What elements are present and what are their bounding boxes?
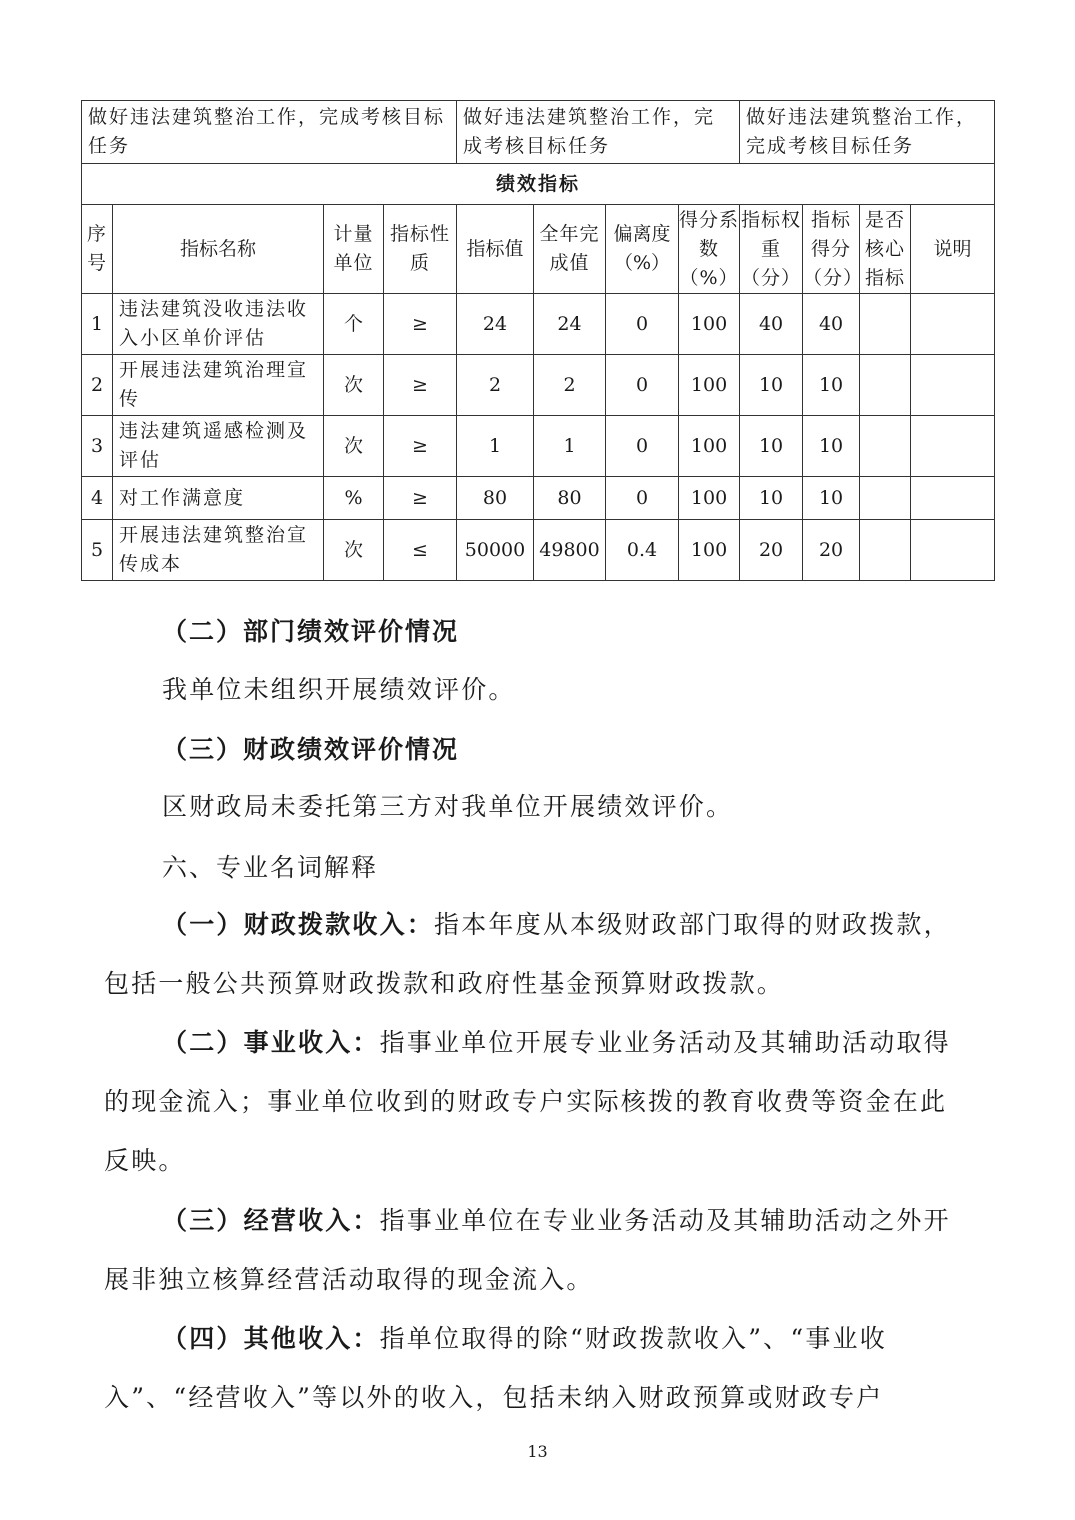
table-row: [82, 477, 995, 520]
cell-nature: ≥: [384, 477, 457, 520]
cell-deviation: 0: [606, 294, 679, 355]
cell-weight: 20: [740, 520, 803, 581]
term-paragraph-4: [104, 1309, 974, 1427]
cell-nature: ≤: [384, 520, 457, 581]
cell-target: 1: [457, 416, 534, 477]
header-row: [82, 205, 995, 294]
section-heading-finance-eval: （三）财政绩效评价情况: [162, 735, 460, 764]
header-unit: 计量单位: [324, 205, 384, 294]
header-target: 指标值: [457, 205, 534, 294]
goal-cell-2: 做好违法建筑整治工作，完成考核目标任务: [457, 101, 740, 164]
table-row: [82, 294, 995, 355]
cell-deviation: 0: [606, 416, 679, 477]
cell-name: 违法建筑遥感检测及评估: [113, 416, 324, 477]
cell-deviation: 0: [606, 477, 679, 520]
term-paragraph-1: [104, 895, 974, 1013]
cell-coef: 100: [679, 477, 740, 520]
goal-cell-1: 做好违法建筑整治工作，完成考核目标任务: [82, 101, 457, 164]
cell-note: [911, 294, 995, 355]
cell-name: 开展违法建筑治理宣传: [113, 355, 324, 416]
cell-coef: 100: [679, 520, 740, 581]
cell-deviation: 0: [606, 355, 679, 416]
term-text-1: 指本年度从本级财政部门取得的财政拨款，包括一般公共预算财政拨款和政府性基金预算财政拨款。: [104, 910, 951, 998]
cell-unit: %: [324, 477, 384, 520]
cell-score: 40: [803, 294, 860, 355]
cell-name: 对工作满意度: [113, 477, 324, 520]
header-core: 是否核心指标: [860, 205, 911, 294]
cell-coef: 100: [679, 416, 740, 477]
cell-core: [860, 477, 911, 520]
cell-score: 10: [803, 477, 860, 520]
cell-note: [911, 520, 995, 581]
header-note: 说明: [911, 205, 995, 294]
header-actual: 全年完成值: [534, 205, 606, 294]
paragraph-finance-eval: 区财政局未委托第三方对我单位开展绩效评价。: [162, 792, 734, 821]
cell-target: 80: [457, 477, 534, 520]
table-row: [82, 416, 995, 477]
cell-seq: 1: [82, 294, 113, 355]
cell-seq: 3: [82, 416, 113, 477]
cell-weight: 10: [740, 355, 803, 416]
term-label-3: （三）经营收入：: [162, 1206, 380, 1235]
cell-seq: 2: [82, 355, 113, 416]
cell-weight: 10: [740, 477, 803, 520]
cell-unit: 次: [324, 520, 384, 581]
term-label-2: （二）事业收入：: [162, 1028, 380, 1057]
paragraph-dept-eval: 我单位未组织开展绩效评价。: [162, 675, 516, 704]
header-score: 指标得分（分）: [803, 205, 860, 294]
cell-weight: 10: [740, 416, 803, 477]
term-text-2: 指事业单位开展专业业务活动及其辅助活动取得的现金流入；事业单位收到的财政专户实际核拨的教育收费等资金在此反映。: [104, 1028, 951, 1175]
cell-weight: 40: [740, 294, 803, 355]
cell-target: 24: [457, 294, 534, 355]
cell-core: [860, 416, 911, 477]
cell-actual: 2: [534, 355, 606, 416]
goals-row: [82, 101, 995, 164]
header-seq: 序号: [82, 205, 113, 294]
cell-seq: 4: [82, 477, 113, 520]
performance-table: [81, 100, 995, 581]
term-paragraph-2: [104, 1013, 974, 1190]
cell-actual: 49800: [534, 520, 606, 581]
cell-note: [911, 355, 995, 416]
cell-nature: ≥: [384, 355, 457, 416]
cell-note: [911, 416, 995, 477]
table-row: [82, 520, 995, 581]
header-coef: 得分系数（%）: [679, 205, 740, 294]
header-nature: 指标性质: [384, 205, 457, 294]
cell-target: 50000: [457, 520, 534, 581]
cell-unit: 个: [324, 294, 384, 355]
header-name: 指标名称: [113, 205, 324, 294]
section-heading-terms: 六、专业名词解释: [162, 853, 379, 882]
cell-deviation: 0.4: [606, 520, 679, 581]
cell-note: [911, 477, 995, 520]
cell-score: 20: [803, 520, 860, 581]
cell-actual: 80: [534, 477, 606, 520]
cell-name: 开展违法建筑整治宣传成本: [113, 520, 324, 581]
cell-name: 违法建筑没收违法收入小区单价评估: [113, 294, 324, 355]
cell-nature: ≥: [384, 294, 457, 355]
performance-table-container: [81, 100, 994, 581]
term-paragraph-3: [104, 1191, 974, 1309]
cell-score: 10: [803, 416, 860, 477]
cell-core: [860, 294, 911, 355]
cell-actual: 1: [534, 416, 606, 477]
cell-actual: 24: [534, 294, 606, 355]
term-label-1: （一）财政拨款收入：: [162, 910, 435, 939]
perf-title: 绩效指标: [82, 164, 995, 205]
cell-core: [860, 520, 911, 581]
goal-cell-3: 做好违法建筑整治工作，完成考核目标任务: [740, 101, 995, 164]
cell-core: [860, 355, 911, 416]
term-text-3: 指事业单位在专业业务活动及其辅助活动之外开展非独立核算经营活动取得的现金流入。: [104, 1206, 951, 1294]
cell-coef: 100: [679, 294, 740, 355]
cell-seq: 5: [82, 520, 113, 581]
cell-nature: ≥: [384, 416, 457, 477]
cell-score: 10: [803, 355, 860, 416]
header-weight: 指标权重（分）: [740, 205, 803, 294]
cell-target: 2: [457, 355, 534, 416]
table-row: [82, 355, 995, 416]
header-deviation: 偏离度（%）: [606, 205, 679, 294]
cell-coef: 100: [679, 355, 740, 416]
cell-unit: 次: [324, 355, 384, 416]
perf-title-row: [82, 164, 995, 205]
section-heading-dept-eval: （二）部门绩效评价情况: [162, 617, 460, 646]
term-label-4: （四）其他收入：: [162, 1324, 380, 1353]
term-text-4: 指单位取得的除“财政拨款收入”、“事业收入”、“经营收入”等以外的收入，包括未纳入财政预算或财政专户: [104, 1324, 887, 1412]
cell-unit: 次: [324, 416, 384, 477]
page-number: 13: [527, 1442, 548, 1461]
